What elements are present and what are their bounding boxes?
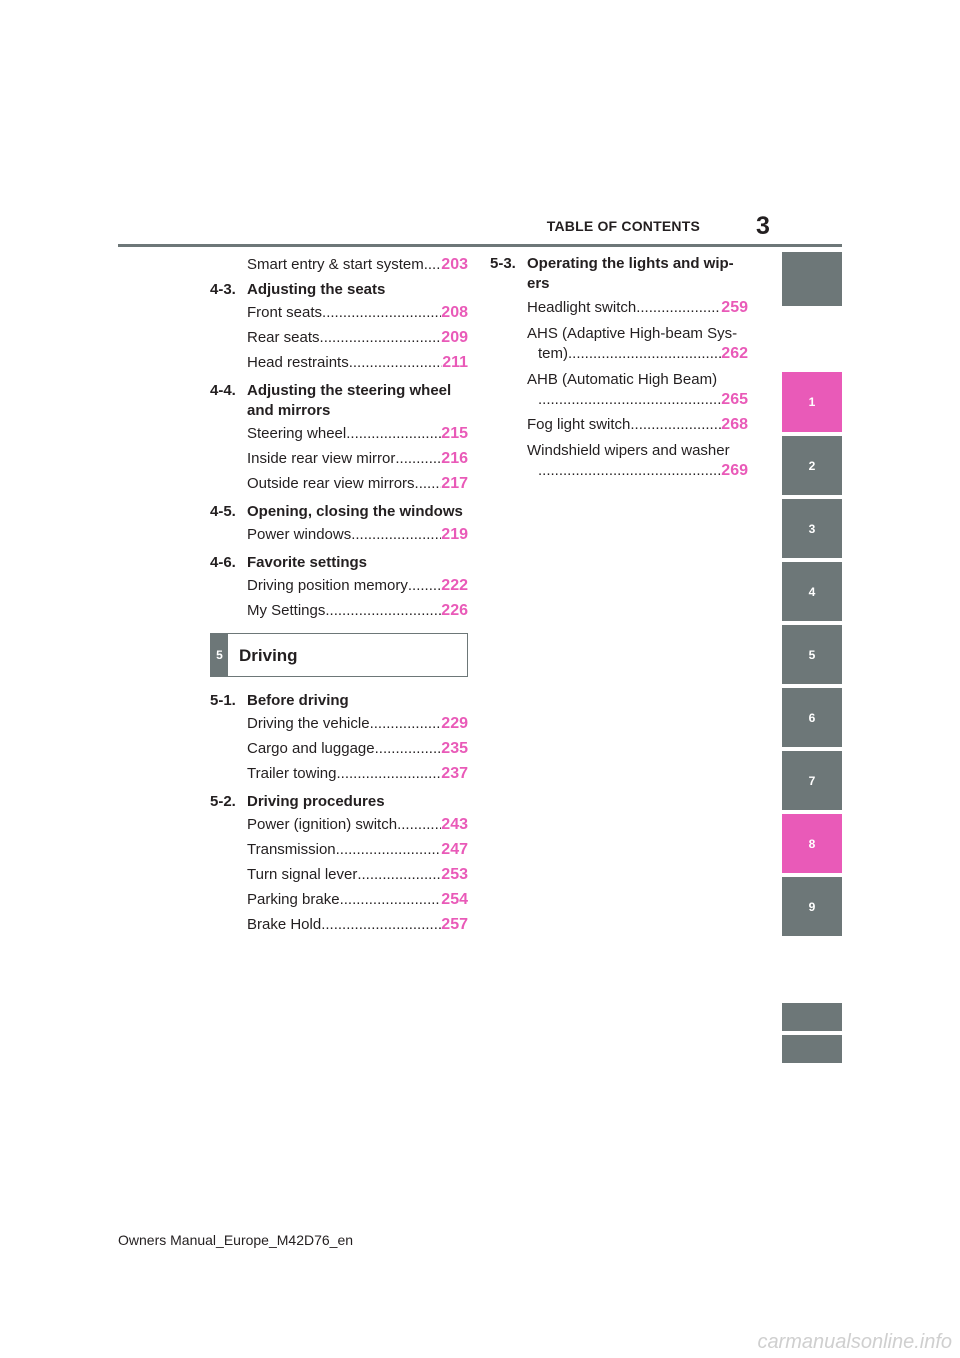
side-tab-8[interactable]: 8 [782, 814, 842, 873]
leader-dots [340, 887, 442, 912]
toc-section-heading [210, 280, 468, 300]
section-number: 4-3. [210, 281, 236, 298]
leader-dots [636, 295, 721, 320]
toc-section-heading [210, 502, 468, 522]
toc-entry[interactable] [210, 252, 468, 277]
toc-entry-label: Transmission [247, 841, 336, 858]
leader-dots [538, 390, 721, 410]
header-rule [118, 244, 842, 247]
page-number: 3 [756, 212, 770, 240]
chapter-number: 5 [211, 634, 228, 676]
leader-dots [397, 812, 441, 837]
chapter-title: Driving [239, 646, 298, 665]
toc-entry[interactable] [490, 324, 748, 364]
section-number: 4-5. [210, 503, 236, 520]
leader-dots [322, 300, 441, 325]
toc-entry-label: Front seats [247, 304, 323, 321]
section-number: 4-6. [210, 554, 236, 571]
toc-entry[interactable] [210, 812, 468, 837]
toc-entry-label: Power (ignition) switch [247, 816, 398, 833]
toc-entry-label: Turn signal lever [247, 866, 358, 883]
toc-entry[interactable] [210, 446, 468, 471]
toc-entry-label: AHS (Adaptive High-beam Sys- [527, 325, 738, 342]
toc-entry-page[interactable]: 203 [441, 256, 468, 273]
toc-entry-page[interactable]: 235 [441, 740, 468, 757]
leader-dots [336, 837, 442, 862]
toc-entry-continuation [527, 390, 748, 410]
toc-section-heading [210, 381, 468, 421]
chapter-heading-box [210, 633, 468, 677]
toc-entry-label: Headlight switch [527, 299, 637, 316]
side-tab-1[interactable]: 1 [782, 372, 842, 432]
toc-entry-continuation [527, 461, 748, 481]
section-number: 5-3. [490, 255, 516, 272]
toc-entry-label: Fog light switch [527, 416, 631, 433]
section-title: Favorite settings [247, 554, 368, 571]
leader-dots [408, 573, 441, 598]
toc-entry[interactable] [210, 598, 468, 623]
toc-entry-label: Driving position memory [247, 577, 408, 594]
toc-entry-page[interactable]: 243 [441, 816, 468, 833]
toc-entry[interactable] [490, 412, 748, 437]
toc-entry[interactable] [210, 711, 468, 736]
side-tab-blank[interactable] [782, 252, 842, 306]
toc-entry-label: Steering wheel [247, 425, 347, 442]
toc-entry-page[interactable]: 211 [442, 354, 468, 371]
toc-entry[interactable] [210, 522, 468, 547]
toc-entry-page[interactable]: 215 [441, 425, 468, 442]
toc-section-heading [210, 792, 468, 812]
toc-entry-page[interactable]: 216 [441, 450, 468, 467]
toc-entry-label: Driving the vehicle [247, 715, 370, 732]
section-number: 5-1. [210, 692, 236, 709]
side-tab-4[interactable]: 4 [782, 562, 842, 621]
toc-entry-label: Rear seats [247, 329, 320, 346]
toc-entry[interactable] [210, 887, 468, 912]
leader-dots [395, 446, 441, 471]
toc-entry[interactable] [210, 471, 468, 496]
toc-entry-page[interactable]: 219 [441, 526, 468, 543]
leader-dots [320, 325, 442, 350]
leader-dots [336, 761, 441, 786]
toc-entry-label: Inside rear view mirror [247, 450, 396, 467]
leader-dots [375, 736, 442, 761]
toc-entry-label: Outside rear view mirrors [247, 475, 415, 492]
watermark: carmanualsonline.info [757, 1331, 952, 1353]
section-number: 5-2. [210, 793, 236, 810]
leader-dots [325, 598, 441, 623]
toc-section-heading [210, 553, 468, 573]
toc-entry[interactable] [210, 736, 468, 761]
section-title: Opening, closing the windows [247, 503, 463, 520]
side-tab-6[interactable]: 6 [782, 688, 842, 747]
toc-entry[interactable] [210, 350, 468, 375]
toc-entry[interactable] [210, 837, 468, 862]
toc-entry-page[interactable]: 237 [441, 765, 468, 782]
toc-entry-label: Trailer towing [247, 765, 337, 782]
toc-entry[interactable] [490, 295, 748, 320]
toc-entry[interactable] [210, 573, 468, 598]
toc-entry-page[interactable]: 268 [721, 416, 748, 433]
toc-right-column [490, 252, 748, 481]
section-title: Before driving [247, 692, 349, 709]
section-title: Adjusting the steering wheel and mirrors [247, 382, 452, 419]
footer-doc-id: Owners Manual_Europe_M42D76_en [118, 1232, 354, 1248]
side-tab-3[interactable]: 3 [782, 499, 842, 558]
leader-dots [538, 461, 721, 481]
leader-dots [370, 711, 442, 736]
leader-dots [346, 421, 441, 446]
toc-entry-label: Smart entry & start system [247, 256, 424, 273]
toc-entry[interactable] [210, 761, 468, 786]
toc-entry-page[interactable]: 217 [441, 475, 468, 492]
toc-entry-page[interactable]: 259 [721, 299, 748, 316]
side-tab-5[interactable]: 5 [782, 625, 842, 684]
toc-entry-page[interactable]: 265 [721, 391, 748, 408]
toc-entry-label: Windshield wipers and washer [527, 442, 730, 459]
section-title: Adjusting the seats [247, 281, 386, 298]
toc-entry-label: Brake Hold [247, 916, 322, 933]
toc-entry-label: Parking brake [247, 891, 340, 908]
toc-entry[interactable] [210, 912, 468, 937]
side-tab-blank[interactable] [782, 1035, 842, 1063]
leader-dots [424, 252, 442, 277]
toc-section-heading [210, 691, 468, 711]
toc-entry-label-cont: tem) [538, 345, 568, 362]
toc-entry[interactable] [490, 370, 748, 410]
leader-dots [568, 344, 721, 364]
toc-entry-page[interactable]: 254 [441, 891, 468, 908]
section-title: Driving procedures [247, 793, 385, 810]
toc-left-column [210, 252, 468, 937]
toc-entry-page[interactable]: 222 [441, 577, 468, 594]
leader-dots [351, 522, 441, 547]
toc-entry-page[interactable]: 229 [441, 715, 468, 732]
toc-entry[interactable] [210, 862, 468, 887]
toc-entry-page[interactable]: 226 [441, 602, 468, 619]
toc-entry-label: My Settings [247, 602, 326, 619]
toc-entry-label: Power windows [247, 526, 352, 543]
toc-entry-page[interactable]: 253 [441, 866, 468, 883]
toc-entry-page[interactable]: 262 [721, 345, 748, 362]
side-tab-7[interactable]: 7 [782, 751, 842, 810]
side-tab-blank[interactable] [782, 1003, 842, 1031]
leader-dots [321, 912, 441, 937]
leader-dots [415, 471, 442, 496]
header-title: TABLE OF CONTENTS [546, 218, 700, 234]
side-tab-9[interactable]: 9 [782, 877, 842, 936]
toc-entry-page[interactable]: 269 [721, 462, 748, 479]
toc-entry[interactable] [210, 421, 468, 446]
toc-entry-page[interactable]: 257 [441, 916, 468, 933]
toc-entry-page[interactable]: 247 [441, 841, 468, 858]
toc-entry[interactable] [210, 325, 468, 350]
toc-section-heading [490, 254, 748, 294]
toc-entry-label: Cargo and luggage [247, 740, 375, 757]
section-number: 4-4. [210, 382, 236, 399]
toc-entry-page[interactable]: 208 [441, 304, 468, 321]
toc-entry-continuation [527, 344, 748, 364]
side-tab-2[interactable]: 2 [782, 436, 842, 495]
leader-dots [630, 412, 721, 437]
leader-dots [357, 862, 441, 887]
toc-entry-page[interactable]: 209 [441, 329, 468, 346]
toc-entry-label: Head restraints [247, 354, 349, 371]
toc-entry-label: AHB (Automatic High Beam) [527, 371, 718, 388]
toc-entry[interactable] [490, 441, 748, 481]
toc-entry[interactable] [210, 300, 468, 325]
leader-dots [349, 350, 442, 375]
section-title: Operating the lights and wip-ers [527, 255, 734, 292]
